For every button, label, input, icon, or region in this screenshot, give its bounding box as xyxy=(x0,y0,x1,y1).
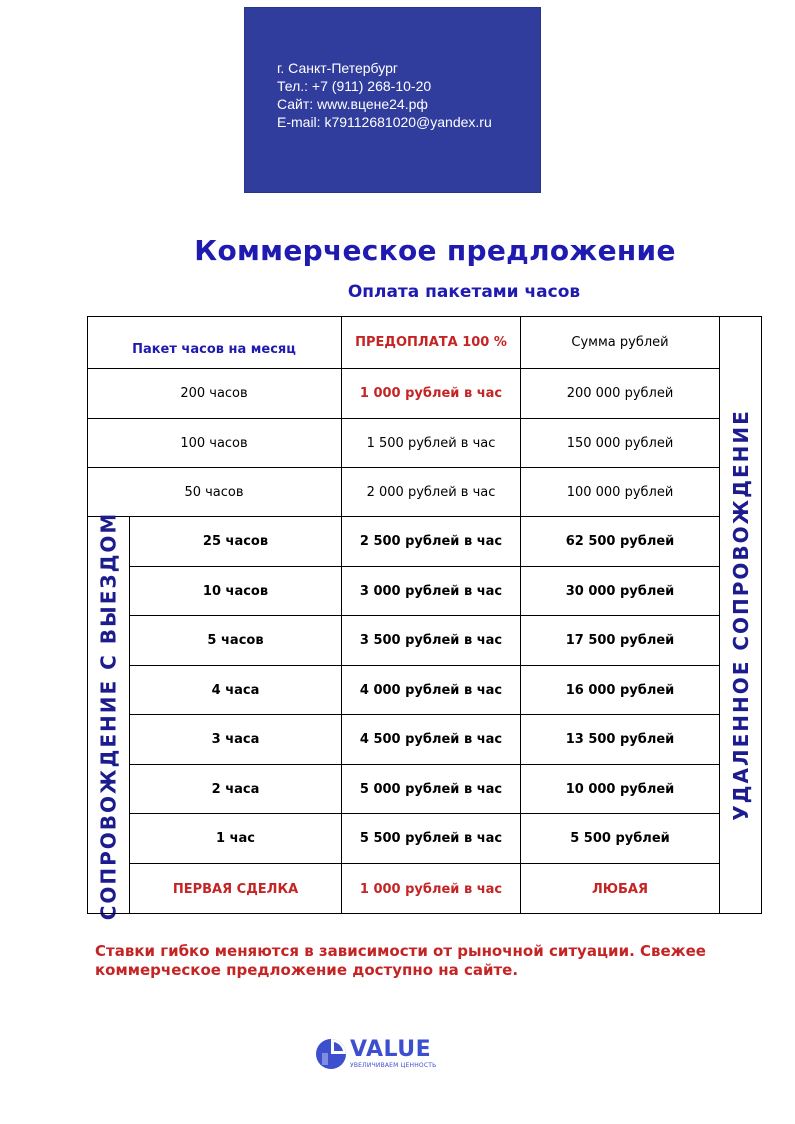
footnote: Ставки гибко меняются в зависимости от рыночной ситуации. Свежее коммерческое предложение доступно на сайте. xyxy=(95,942,706,979)
onsite-row-sum xyxy=(521,567,720,616)
row-rate: 1 000 рублей в час xyxy=(359,881,503,897)
row-sum: 5 500 рублей xyxy=(570,831,670,846)
header-sum-label: Сумма рублей xyxy=(571,334,669,350)
row-50-hours xyxy=(87,468,342,517)
onsite-row-hours xyxy=(130,765,342,814)
row-100-rate xyxy=(342,419,521,468)
row-sum: 150 000 рублей xyxy=(566,435,674,451)
row-hours: 3 часа xyxy=(211,732,260,747)
row-100-sum xyxy=(521,419,720,468)
pricing-table xyxy=(87,316,762,920)
row-200-sum xyxy=(521,369,720,419)
row-sum: 10 000 рублей xyxy=(565,781,675,797)
row-rate: 1 500 рублей в час xyxy=(366,435,496,451)
row-100-hours xyxy=(87,419,342,468)
row-rate: 1 000 рублей в час xyxy=(359,386,503,401)
row-sum: 30 000 рублей xyxy=(565,583,675,599)
row-hours: 100 часов xyxy=(180,435,248,451)
first-deal-hours xyxy=(130,864,342,914)
row-hours: 50 часов xyxy=(184,484,244,500)
remote-label-cell xyxy=(720,316,762,914)
row-50-rate xyxy=(342,468,521,517)
row-hours: 10 часов xyxy=(202,583,269,599)
contact-city: г. Санкт-Петербург xyxy=(277,60,398,76)
row-sum: ЛЮБАЯ xyxy=(591,881,649,897)
onsite-row-hours xyxy=(130,517,342,567)
logo-tagline: УВЕЛИЧИВАЕМ ЦЕННОСТЬ xyxy=(350,1062,437,1069)
row-hours: 200 часов xyxy=(180,386,248,401)
onsite-row-rate xyxy=(342,616,521,666)
row-sum: 100 000 рублей xyxy=(566,484,674,500)
row-sum: 62 500 рублей xyxy=(565,534,675,549)
header-prepayment-label: ПРЕДОПЛАТА 100 % xyxy=(355,334,507,350)
row-rate: 4 000 рублей в час xyxy=(359,682,503,698)
row-rate: 5 000 рублей в час xyxy=(359,781,503,797)
onsite-support-label: СОПРОВОЖДЕНИЕ С ВЫЕЗДОМ xyxy=(96,511,121,920)
onsite-row-rate xyxy=(342,765,521,814)
contact-phone: Тел.: +7 (911) 268-10-20 xyxy=(277,78,432,94)
contact-box xyxy=(244,7,541,193)
first-deal-sum xyxy=(521,864,720,914)
onsite-row-rate xyxy=(342,567,521,616)
row-50-sum xyxy=(521,468,720,517)
row-hours: 25 часов xyxy=(202,534,269,549)
row-rate: 4 500 рублей в час xyxy=(359,732,503,747)
onsite-row-rate xyxy=(342,715,521,765)
onsite-row-rate xyxy=(342,666,521,715)
onsite-row-sum xyxy=(521,814,720,864)
row-sum: 13 500 рублей xyxy=(565,732,675,747)
onsite-row-sum xyxy=(521,765,720,814)
contact-info xyxy=(277,59,492,131)
onsite-row-sum xyxy=(521,517,720,567)
onsite-row-hours xyxy=(130,567,342,616)
header-sum xyxy=(521,316,720,369)
header-prepayment xyxy=(342,316,521,369)
row-200-rate xyxy=(342,369,521,419)
onsite-row-hours xyxy=(130,666,342,715)
row-rate: 3 000 рублей в час xyxy=(359,583,503,599)
row-200-hours xyxy=(87,369,342,419)
row-hours: 5 часов xyxy=(207,633,264,648)
row-hours: 1 час xyxy=(216,831,255,846)
header-package xyxy=(87,316,342,369)
row-rate: 5 500 рублей в час xyxy=(359,831,503,846)
contact-site: Сайт: www.вцене24.рф xyxy=(277,96,428,112)
page-title: Коммерческое предложение xyxy=(194,234,676,267)
onsite-row-hours xyxy=(130,814,342,864)
value-logo-icon xyxy=(314,1037,348,1071)
onsite-row-hours xyxy=(130,715,342,765)
row-sum: 16 000 рублей xyxy=(565,682,675,698)
contact-email: E-mail: k79112681020@yandex.ru xyxy=(277,114,492,130)
onsite-row-hours xyxy=(130,616,342,666)
onsite-row-rate xyxy=(342,814,521,864)
row-hours: 4 часа xyxy=(211,682,260,698)
value-logo xyxy=(314,1037,454,1077)
remote-support-label: УДАЛЕННОЕ СОПРОВОЖДЕНИЕ xyxy=(729,409,754,821)
onsite-label-cell xyxy=(87,511,130,920)
row-hours: 2 часа xyxy=(211,781,260,797)
onsite-row-sum xyxy=(521,616,720,666)
onsite-row-rate xyxy=(342,517,521,567)
onsite-row-sum xyxy=(521,715,720,765)
header-package-label: Пакет часов на месяц xyxy=(132,341,296,357)
row-sum: 200 000 рублей xyxy=(566,386,674,401)
onsite-row-sum xyxy=(521,666,720,715)
logo-word: VALUE xyxy=(350,1037,432,1062)
row-sum: 17 500 рублей xyxy=(565,633,675,648)
row-rate: 2 500 рублей в час xyxy=(359,534,503,549)
page-subtitle: Оплата пакетами часов xyxy=(347,282,581,302)
first-deal-rate xyxy=(342,864,521,914)
row-rate: 2 000 рублей в час xyxy=(366,484,496,500)
row-hours: ПЕРВАЯ СДЕЛКА xyxy=(172,881,299,897)
row-rate: 3 500 рублей в час xyxy=(359,633,503,648)
